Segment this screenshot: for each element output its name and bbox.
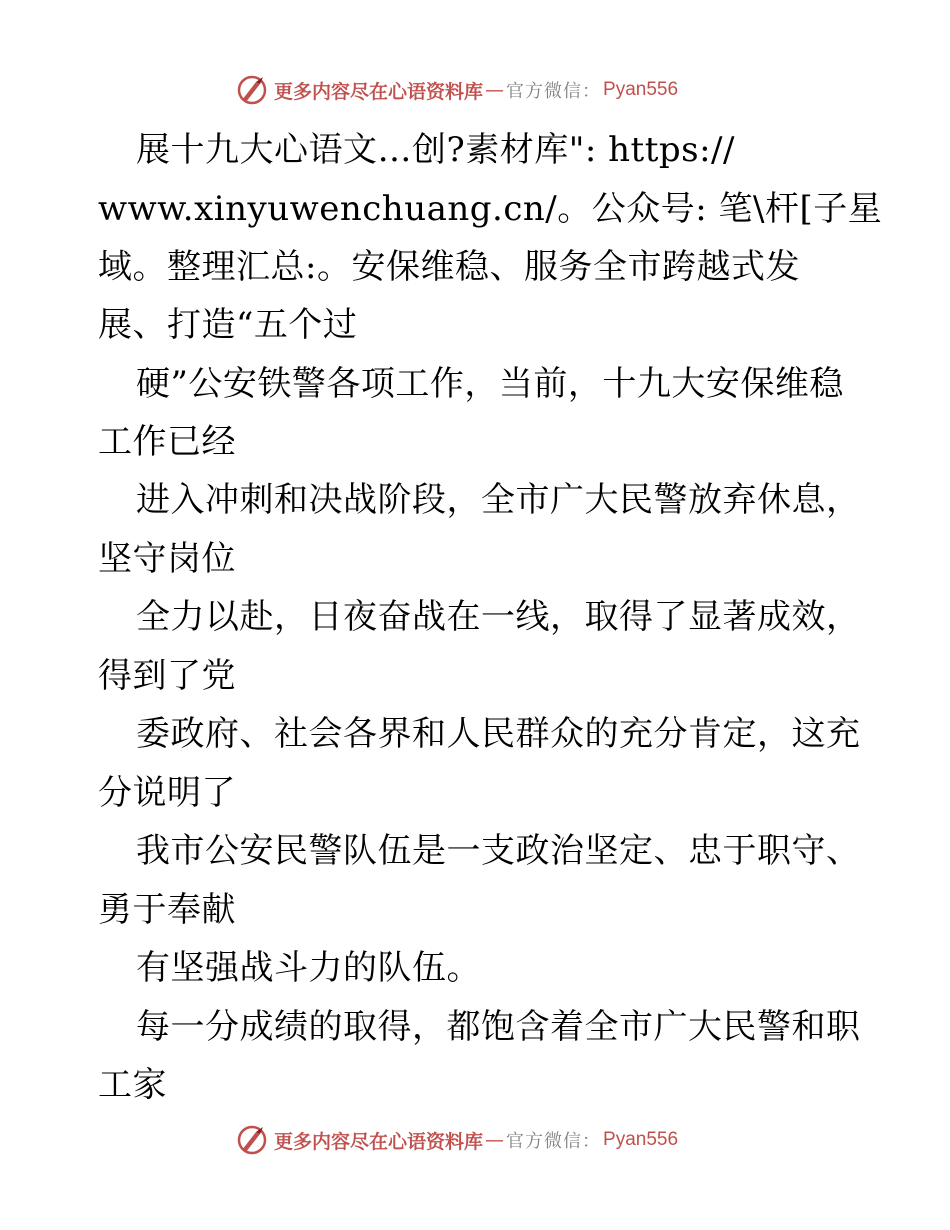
body-line: 坚守岗位 (98, 539, 236, 579)
body-line: 有坚强战斗力的队伍。 (136, 948, 481, 988)
banner-dash: — (485, 79, 505, 101)
banner-site-name: 更多内容尽在心语资料库 (274, 80, 484, 103)
body-line: 每一分成绩的取得，都饱含着全市广大民警和职 (136, 1007, 861, 1047)
banner-wechat-label: 官方微信： (506, 81, 602, 102)
footer-watermark-banner (236, 1120, 756, 1160)
body-line: 展十九大心语文…创?素材库": https:// (136, 130, 735, 170)
quill-logo-icon (236, 1124, 268, 1156)
body-line: 得到了党 (98, 656, 236, 696)
banner-wechat-id: Pyan556 (603, 79, 679, 100)
body-line: 工作已经 (98, 422, 236, 462)
body-line: 展、打造“五个过 (98, 305, 358, 345)
body-line: 进入冲刺和决战阶段，全市广大民警放弃休息， (136, 480, 861, 520)
body-line: 我市公安民警队伍是一支政治坚定、忠于职守、 (136, 831, 861, 871)
banner-site-name: 更多内容尽在心语资料库 (274, 1130, 484, 1153)
banner-wechat-id: Pyan556 (603, 1129, 679, 1150)
banner-wechat-label: 官方微信： (506, 1131, 602, 1152)
body-line: www.xinyuwenchuang.cn/。公众号: 笔\杆[子星 (98, 189, 883, 229)
body-line: 硬”公安铁警各项工作，当前，十九大安保维稳 (136, 364, 844, 404)
body-line: 分说明了 (98, 773, 236, 813)
body-line: 全力以赴，日夜奋战在一线，取得了显著成效， (136, 597, 861, 637)
body-line: 委政府、社会各界和人民群众的充分肯定，这充 (136, 714, 861, 754)
body-line: 域。整理汇总:。安保维稳、服务全市跨越式发 (98, 247, 800, 287)
body-line: 工家 (98, 1065, 167, 1105)
banner-dash: — (485, 1129, 505, 1151)
body-line: 勇于奉献 (98, 890, 236, 930)
